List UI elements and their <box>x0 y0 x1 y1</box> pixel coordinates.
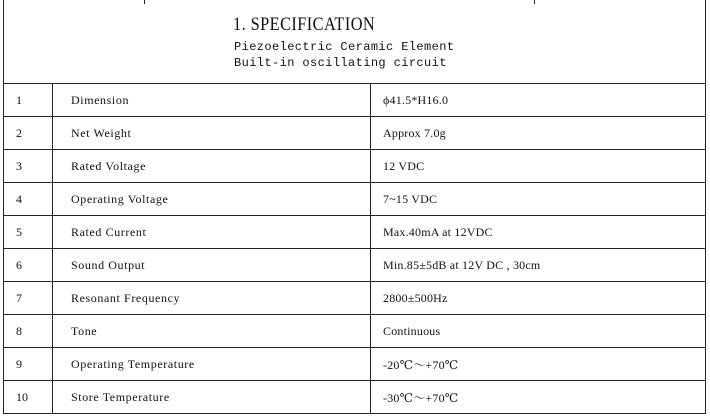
spec-subtitle-line1: Piezoelectric Ceramic Element <box>234 40 455 54</box>
row-value: Min.85±5dB at 12V DC , 30cm <box>371 249 706 282</box>
table-row <box>4 249 705 282</box>
row-value: -20℃～+70℃ <box>371 348 706 381</box>
row-item: Sound Output <box>53 249 371 282</box>
row-number: 3 <box>4 150 53 183</box>
table-row <box>4 282 705 315</box>
row-number: 5 <box>4 216 53 249</box>
row-value: Max.40mA at 12VDC <box>371 216 706 249</box>
row-item: Rated Voltage <box>53 150 371 183</box>
row-item: Operating Temperature <box>53 348 371 381</box>
row-value: 2800±500Hz <box>371 282 706 315</box>
spec-sheet <box>3 0 706 414</box>
table-row <box>4 381 705 414</box>
table-row <box>4 84 705 117</box>
table-row <box>4 348 705 381</box>
spec-header <box>4 0 705 84</box>
row-number: 10 <box>4 381 53 414</box>
spec-subtitle-line2: Built-in oscillating circuit <box>234 56 447 70</box>
row-item: Operating Voltage <box>53 183 371 216</box>
table-row <box>4 150 705 183</box>
table-row <box>4 117 705 150</box>
row-value: 12 VDC <box>371 150 706 183</box>
table-row <box>4 315 705 348</box>
row-item: Store Temperature <box>53 381 371 414</box>
row-number: 2 <box>4 117 53 150</box>
row-number: 4 <box>4 183 53 216</box>
row-item: Net Weight <box>53 117 371 150</box>
row-number: 6 <box>4 249 53 282</box>
row-number: 9 <box>4 348 53 381</box>
row-number: 1 <box>4 84 53 117</box>
row-number: 7 <box>4 282 53 315</box>
row-item: Dimension <box>53 84 371 117</box>
spec-table <box>4 84 705 413</box>
row-value: -30℃～+70℃ <box>383 390 459 405</box>
row-item: Tone <box>53 315 371 348</box>
row-item: Resonant Frequency <box>53 282 371 315</box>
table-row <box>4 183 705 216</box>
row-value: Approx 7.0g <box>371 117 706 150</box>
row-value: ϕ41.5*H16.0 <box>371 84 706 117</box>
row-value: Continuous <box>371 315 706 348</box>
spec-title: 1. SPECIFICATION <box>233 14 376 35</box>
row-value: 7~15 VDC <box>371 183 706 216</box>
row-item: Rated Current <box>53 216 371 249</box>
row-number: 8 <box>4 315 53 348</box>
table-row <box>4 216 705 249</box>
